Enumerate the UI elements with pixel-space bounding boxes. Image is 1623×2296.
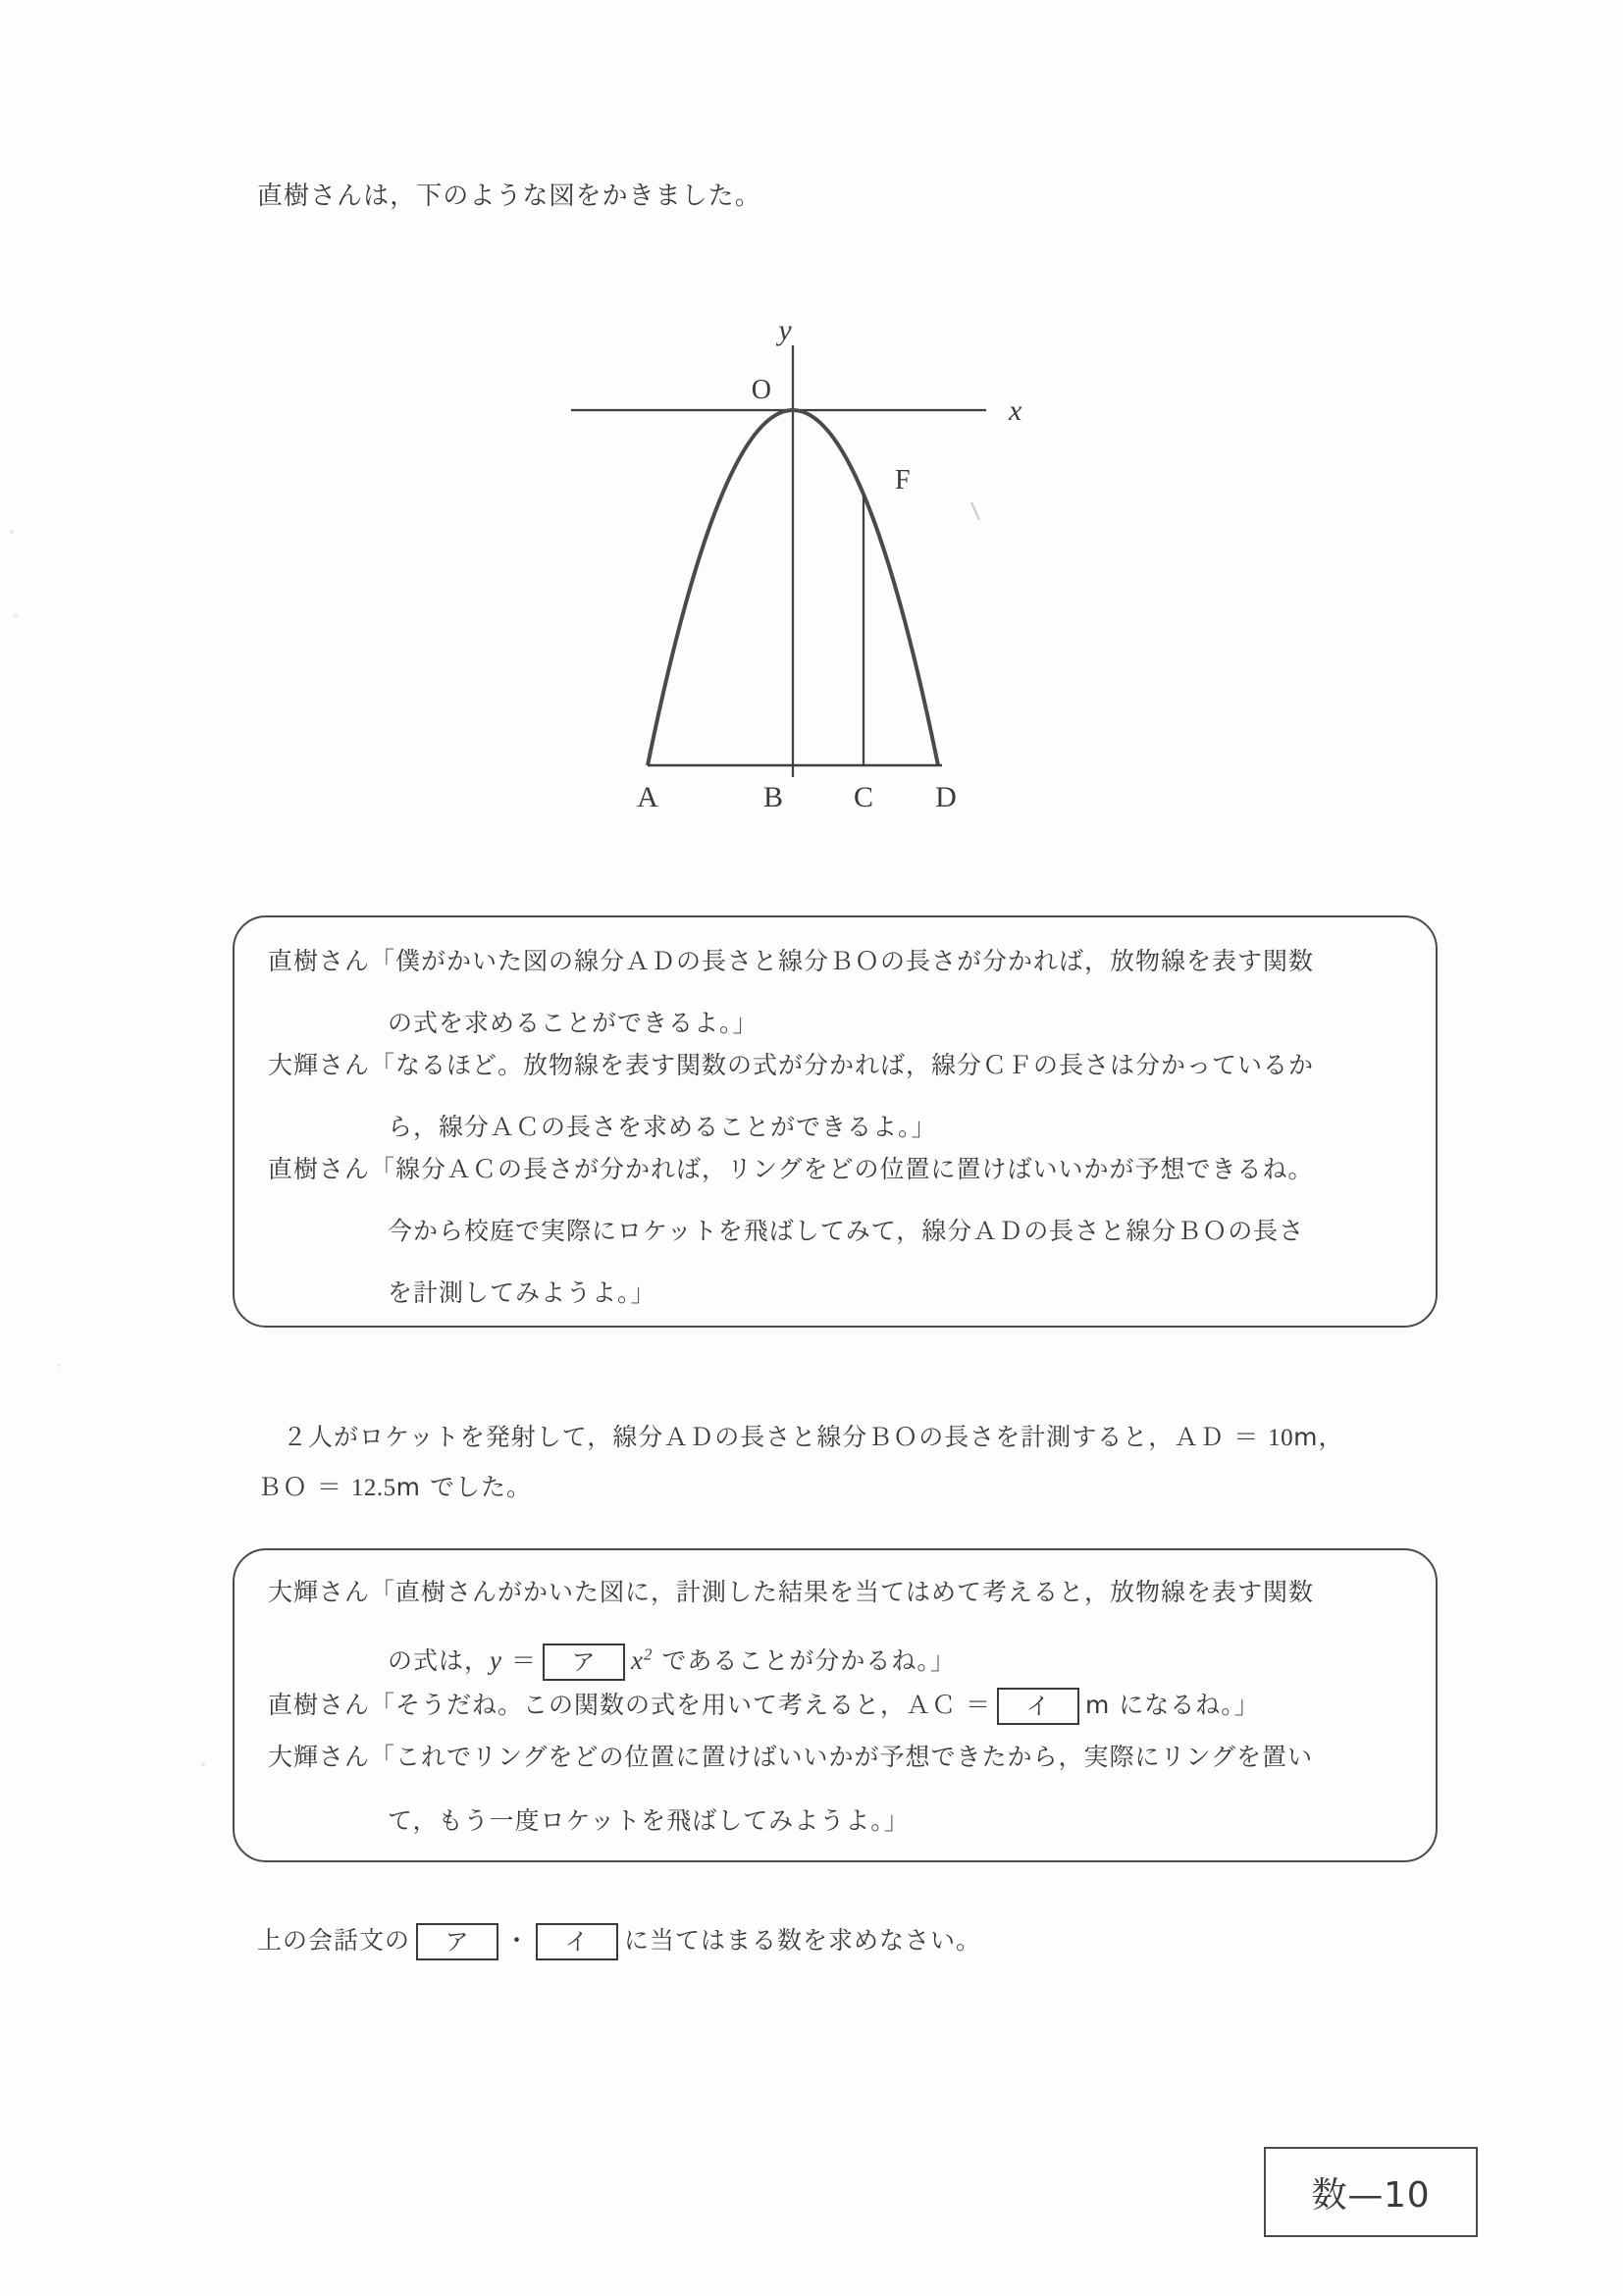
scan-speck: [10, 530, 14, 534]
ad-value: 10: [1268, 1425, 1294, 1451]
speech-text: 「直樹さんがかいた図に，計測した結果を当てはめて考えると，放物線を表す関数: [370, 1578, 1315, 1606]
speech-naoki-1: [268, 949, 1314, 1035]
variable-x: x: [630, 1645, 644, 1675]
speaker-name: 大輝さん: [268, 1743, 371, 1771]
dialogue-box-second: [233, 1548, 1438, 1862]
final-question: [257, 1923, 981, 1960]
speech-text: 「僕がかいた図の線分ＡＤの長さと線分ＢＯの長さが分かれば，放物線を表す関数: [370, 947, 1315, 975]
answer-box-b-question[interactable]: イ: [536, 1923, 618, 1960]
scan-speck: [14, 613, 18, 617]
variable-y: y: [490, 1645, 502, 1675]
label-y: y: [778, 324, 792, 346]
speaker-name: 大輝さん: [268, 1578, 371, 1606]
label-x: x: [1009, 394, 1022, 427]
speech-daiki-2: [268, 1580, 1314, 1681]
speaker-name: 直樹さん: [268, 1155, 371, 1183]
paragraph-text: ２人がロケットを発射して，線分ＡＤの長さと線分ＢＯの長さを計測すると，ＡＤ ＝: [283, 1423, 1269, 1451]
label-A: A: [637, 781, 658, 813]
speech-text: であることが分かるね。」: [661, 1646, 956, 1675]
speech-text: 「これでリングをどの位置に置けばいいかが予想できたから，実際にリングを置い: [370, 1743, 1314, 1771]
speaker-name: 直樹さん: [268, 1691, 371, 1719]
answer-box-a-question[interactable]: ア: [416, 1923, 498, 1960]
exponent-two: 2: [643, 1644, 654, 1664]
scan-speck: [201, 1762, 205, 1766]
answer-box-a-inline[interactable]: ア: [543, 1644, 625, 1681]
label-D: D: [935, 781, 957, 813]
speech-text: 「そうだね。この関数の式を用いて考えると，ＡＣ ＝: [370, 1691, 991, 1719]
label-B: B: [762, 781, 784, 813]
bo-unit: m でした。: [395, 1473, 532, 1501]
speech-text: を計測してみようよ。」: [388, 1278, 656, 1307]
speech-naoki-3: [268, 1688, 1260, 1725]
page-number-box: [1264, 2147, 1478, 2237]
page-number-label: 数—10: [1311, 2174, 1431, 2216]
label-F: F: [895, 465, 911, 496]
speech-daiki-1: [268, 1053, 1314, 1139]
measurement-paragraph: [257, 1413, 1435, 1513]
speech-text: 「なるほど。放物線を表す関数の式が分かれば，線分ＣＦの長さは分かっているか: [370, 1051, 1315, 1079]
stray-mark: [971, 502, 979, 520]
speech-text: の式は，: [388, 1646, 491, 1675]
dialogue-box-first: [233, 915, 1438, 1328]
speaker-name: 直樹さん: [268, 947, 371, 975]
question-prefix: 上の会話文の: [257, 1926, 411, 1955]
equals-sign: ＝: [510, 1646, 537, 1675]
speech-text: m になるね。」: [1084, 1691, 1260, 1719]
speech-naoki-2: [268, 1157, 1314, 1305]
question-suffix: に当てはまる数を求めなさい。: [624, 1926, 982, 1955]
speech-text: ら，線分ＡＣの長さを求めることができるよ。」: [388, 1113, 937, 1141]
speech-text: て，もう一度ロケットを飛ばしてみようよ。」: [388, 1806, 910, 1835]
speech-daiki-3: [268, 1745, 1313, 1833]
paragraph-text: ＢＯ ＝: [257, 1473, 351, 1501]
ad-unit: m，: [1293, 1423, 1344, 1451]
answer-box-b-inline[interactable]: イ: [997, 1688, 1079, 1725]
parabola-figure: [550, 324, 1099, 814]
speech-text: の式を求めることができるよ。」: [388, 1009, 759, 1037]
label-C: C: [853, 781, 874, 813]
scan-speck: [57, 1364, 60, 1367]
label-O: O: [751, 375, 771, 405]
intro-line: 直樹さんは，下のような図をかきました。: [257, 182, 761, 211]
bo-value: 12.5: [350, 1475, 396, 1501]
speaker-name: 大輝さん: [268, 1051, 371, 1079]
box-separator: ・: [504, 1926, 531, 1955]
speech-text: 今から校庭で実際にロケットを飛ばしてみて，線分ＡＤの長さと線分ＢＯの長さ: [388, 1217, 1305, 1245]
speech-text: 「線分ＡＣの長さが分かれば，リングをどの位置に置けばいいかが予想できるね。: [370, 1155, 1314, 1183]
